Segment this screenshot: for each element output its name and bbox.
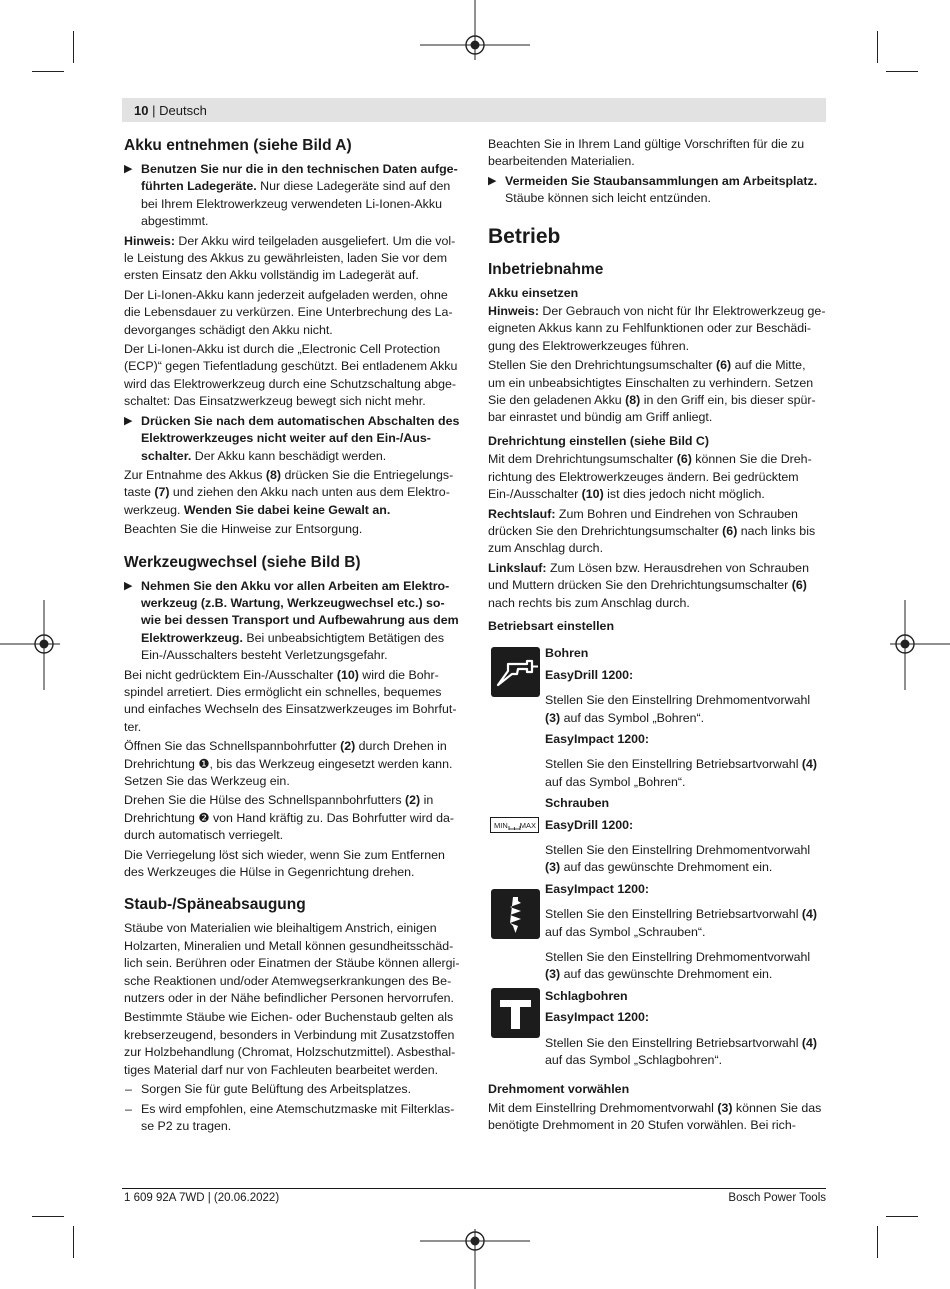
screw-mode-icon xyxy=(491,889,540,939)
safety-bullet: ▶ Drücken Sie nach dem automatischen Abschalten des Elektrowerkzeuges nicht weiter auf den Ein-/Ausschalter. Der Akku kann beschädigt werden. xyxy=(124,413,460,463)
model-label: EasyImpact 1200: xyxy=(545,881,650,896)
mode-title: Bohren xyxy=(545,646,589,661)
paragraph: Bestimmte Stäube wie Eichen- oder Buchenstaub gelten als krebserzeugend, besonders in Verbindung mit Zusatzstoffen zur Holzbehandlung (Chromat, Holzschutzmittel). Asbesthaltiges Material darf nur von Fachleuten bearbeitet werden. xyxy=(124,1010,456,1077)
footer-brand: Bosch Power Tools xyxy=(728,1192,826,1204)
paragraph: Mit dem Einstellring Drehmomentvorwahl (3) können Sie das benötigte Drehmoment in 20 Stufen vorwählen. Bei rich- xyxy=(488,1100,822,1133)
paragraph: Der Li-Ionen-Akku kann jederzeit aufgeladen werden, ohne die Lebensdauer zu verkürzen. Eine Unterbrechung des Ladevorganges schädigt den Akku nicht. xyxy=(124,287,453,337)
circled-one-icon: ❶ xyxy=(198,756,210,771)
mode-schlagbohren xyxy=(488,988,826,1070)
drill-mode-icon xyxy=(491,647,540,697)
left-column xyxy=(124,136,460,1137)
crop-mark xyxy=(877,31,878,63)
paragraph: Der Li-Ionen-Akku ist durch die „Electronic Cell Protection (ECP)“ gegen Tiefentladung geschützt. Bei entladenem Akku wird das Elektrowerkzeug durch eine Schutzschaltung abgeschaltet: Das Einsatzwerkzeug bewegt sich nicht mehr. xyxy=(124,342,458,409)
hinweis-paragraph: Hinweis: Der Akku wird teilgeladen ausgeliefert. Um die volle Leistung des Akkus zu gewährleisten, laden Sie vor dem ersten Einsatz den Akku vollständig im Ladegerät auf. xyxy=(124,233,456,283)
paragraph: Stellen Sie den Einstellring Betriebsartvorwahl (4) auf das Symbol „Bohren“. xyxy=(545,757,818,789)
paragraph: Öffnen Sie das Schnellspannbohrfutter (2) durch Drehen in Drehrichtung ❶, bis das Werkzeug eingesetzt werden kann. Setzen Sie das Werkzeug ein. xyxy=(124,739,453,788)
triangle-bullet-icon: ▶ xyxy=(124,414,133,427)
registration-mark-icon xyxy=(420,0,530,60)
section-title-akku-entnehmen: Akku entnehmen (siehe Bild A) xyxy=(124,137,352,154)
model-label: EasyDrill 1200: xyxy=(545,817,634,832)
dash-list-item: – Sorgen Sie für gute Belüftung des Arbeitsplatzes. xyxy=(125,1082,412,1097)
crop-mark xyxy=(886,1216,918,1217)
crop-mark xyxy=(877,1226,878,1258)
paragraph: Stellen Sie den Drehrichtungsumschalter (6) auf die Mitte, um ein unbeabsichtigtes Einschalten zu verhindern. Setzen Sie den geladenen Akku (8) in den Griff ein, bis dieser spürbar einrastet und bündig am Griff anliegt. xyxy=(488,358,816,425)
registration-mark-icon xyxy=(890,600,950,690)
right-column xyxy=(488,136,826,1137)
mode-schrauben xyxy=(488,795,826,984)
safety-bullet: ▶ Nehmen Sie den Akku vor allen Arbeiten am Elektrowerkzeug (z.B. Wartung, Werkzeugwechsel etc.) sowie bei dessen Transport und Aufbewahrung aus dem Elektrowerkzeug. Bei unbeabsichtigtem Betätigen des Ein-/Ausschalters besteht Verletzungsgefahr. xyxy=(124,578,459,663)
triangle-bullet-icon: ▶ xyxy=(124,163,133,175)
paragraph: Stäube von Materialien wie bleihaltigem Anstrich, einigen Holzarten, Mineralien und Metall können gesundheitsschädlich sein. Berühren oder Einatmen der Stäube können allergische Reaktionen und/oder Atemwegserkrankungen des Benutzers oder in der Nähe befindlicher Personen hervorrufen. xyxy=(124,921,460,1006)
paragraph: Linkslauf: Zum Lösen bzw. Herausdrehen von Schrauben und Muttern drücken Sie den Drehrichtungsumschalter (6) nach rechts bis zum Anschlag durch. xyxy=(488,560,809,610)
header-band xyxy=(122,98,826,122)
page-header xyxy=(134,104,207,118)
hammer-drill-mode-icon xyxy=(491,988,540,1038)
registration-mark-icon xyxy=(0,600,60,690)
footer-rule xyxy=(122,1188,826,1189)
paragraph: Die Verriegelung löst sich wieder, wenn Sie zum Entfernen des Werkzeuges die Hülse in Gegenrichtung drehen. xyxy=(124,847,445,880)
subsection-title-drehrichtung: Drehrichtung einstellen (siehe Bild C) xyxy=(488,433,709,448)
triangle-bullet-icon: ▶ xyxy=(488,174,497,187)
registration-mark-icon xyxy=(420,1229,530,1289)
footer-document-id: 1 609 92A 7WD | (20.06.2022) xyxy=(124,1192,280,1204)
model-label: EasyImpact 1200: xyxy=(545,731,650,746)
paragraph: Stellen Sie den Einstellring Drehmomentvorwahl (3) auf das gewünschte Drehmoment ein. xyxy=(545,950,811,982)
crop-mark xyxy=(32,1216,64,1217)
page-number: 10 xyxy=(134,103,149,118)
subsection-title-akku-einsetzen: Akku einsetzen xyxy=(488,285,579,300)
safety-bullet: ▶ Benutzen Sie nur die in den technischen Daten aufgeführten Ladegeräte. Nur diese Ladegeräte sind auf den bei Ihrem Elektrowerkzeug verwendeten Li-Ionen-Akku abgestimmt. xyxy=(124,162,458,229)
paragraph: Stellen Sie den Einstellring Drehmomentvorwahl (3) auf das Symbol „Bohren“. xyxy=(545,693,811,725)
header-separator: | xyxy=(152,103,156,118)
model-label: EasyDrill 1200: xyxy=(545,667,634,682)
paragraph: Stellen Sie den Einstellring Betriebsartvorwahl (4) auf das Symbol „Schlagbohren“. xyxy=(545,1035,818,1068)
subsection-title-drehmoment: Drehmoment vorwählen xyxy=(488,1082,630,1097)
model-label: EasyImpact 1200: xyxy=(545,1010,650,1025)
safety-bullet: ▶ Vermeiden Sie Staubansammlungen am Arbeitsplatz. Stäube können sich leicht entzünden. xyxy=(488,173,818,206)
hinweis-paragraph: Hinweis: Der Gebrauch von nicht für Ihr Elektrowerkzeug geeigneten Akkus kann zu Fehlfunktionen oder zur Beschädigung des Elektrowerkzeuges führen. xyxy=(488,304,826,353)
crop-mark xyxy=(886,71,918,72)
paragraph: Zur Entnahme des Akkus (8) drücken Sie die Entriegelungstaste (7) und ziehen den Akku nach unten aus dem Elektrowerkzeug. Wenden Sie dabei keine Gewalt an. xyxy=(124,467,454,517)
mode-bohren xyxy=(488,645,826,791)
header-language: Deutsch xyxy=(159,103,207,118)
torque-min-max-icon: MIN MAX xyxy=(490,817,539,833)
subsection-title-betriebsart: Betriebsart einstellen xyxy=(488,618,615,633)
chapter-title-betrieb: Betrieb xyxy=(488,224,561,248)
section-title-werkzeugwechsel: Werkzeugwechsel (siehe Bild B) xyxy=(124,553,361,571)
circled-two-icon: ❷ xyxy=(198,810,210,825)
dash-list-item: – Es wird empfohlen, eine Atemschutzmaske mit Filterklasse P2 zu tragen. xyxy=(125,1101,455,1133)
section-title-inbetriebnahme: Inbetriebnahme xyxy=(488,260,604,278)
crop-mark xyxy=(73,31,74,63)
mode-title: Schlagbohren xyxy=(545,988,628,1003)
paragraph: Beachten Sie in Ihrem Land gültige Vorschriften für die zu bearbeitenden Materialien. xyxy=(488,137,805,169)
paragraph: Rechtslauf: Zum Bohren und Eindrehen von Schrauben drücken Sie den Drehrichtungsumschalter (6) nach links bis zum Anschlag durch. xyxy=(488,506,816,556)
mode-title: Schrauben xyxy=(545,796,610,811)
section-title-staub: Staub-/Späneabsaugung xyxy=(124,896,306,914)
triangle-bullet-icon: ▶ xyxy=(124,579,133,592)
paragraph: Beachten Sie die Hinweise zur Entsorgung. xyxy=(124,522,363,537)
paragraph: Drehen Sie die Hülse des Schnellspannbohrfutters (2) in Drehrichtung ❷ von Hand kräftig zu. Das Bohrfutter wird dadurch automatisch verriegelt. xyxy=(124,793,454,843)
paragraph: Stellen Sie den Einstellring Betriebsartvorwahl (4) auf das Symbol „Schrauben“. xyxy=(545,907,818,939)
paragraph: Stellen Sie den Einstellring Drehmomentvorwahl (3) auf das gewünschte Drehmoment ein. xyxy=(545,843,811,875)
crop-mark xyxy=(73,1226,74,1258)
paragraph: Bei nicht gedrücktem Ein-/Ausschalter (10) wird die Bohrspindel arretiert. Dies ermöglicht ein schnelles, bequemes und einfaches Wechseln des Einsatzwerkzeuges im Bohrfutter. xyxy=(124,667,457,734)
paragraph: Mit dem Drehrichtungsumschalter (6) können Sie die Drehrichtung des Elektrowerkzeuges ändern. Bei gedrücktem Ein-/Ausschalter (10) ist dies jedoch nicht möglich. xyxy=(488,452,812,502)
crop-mark xyxy=(32,71,64,72)
